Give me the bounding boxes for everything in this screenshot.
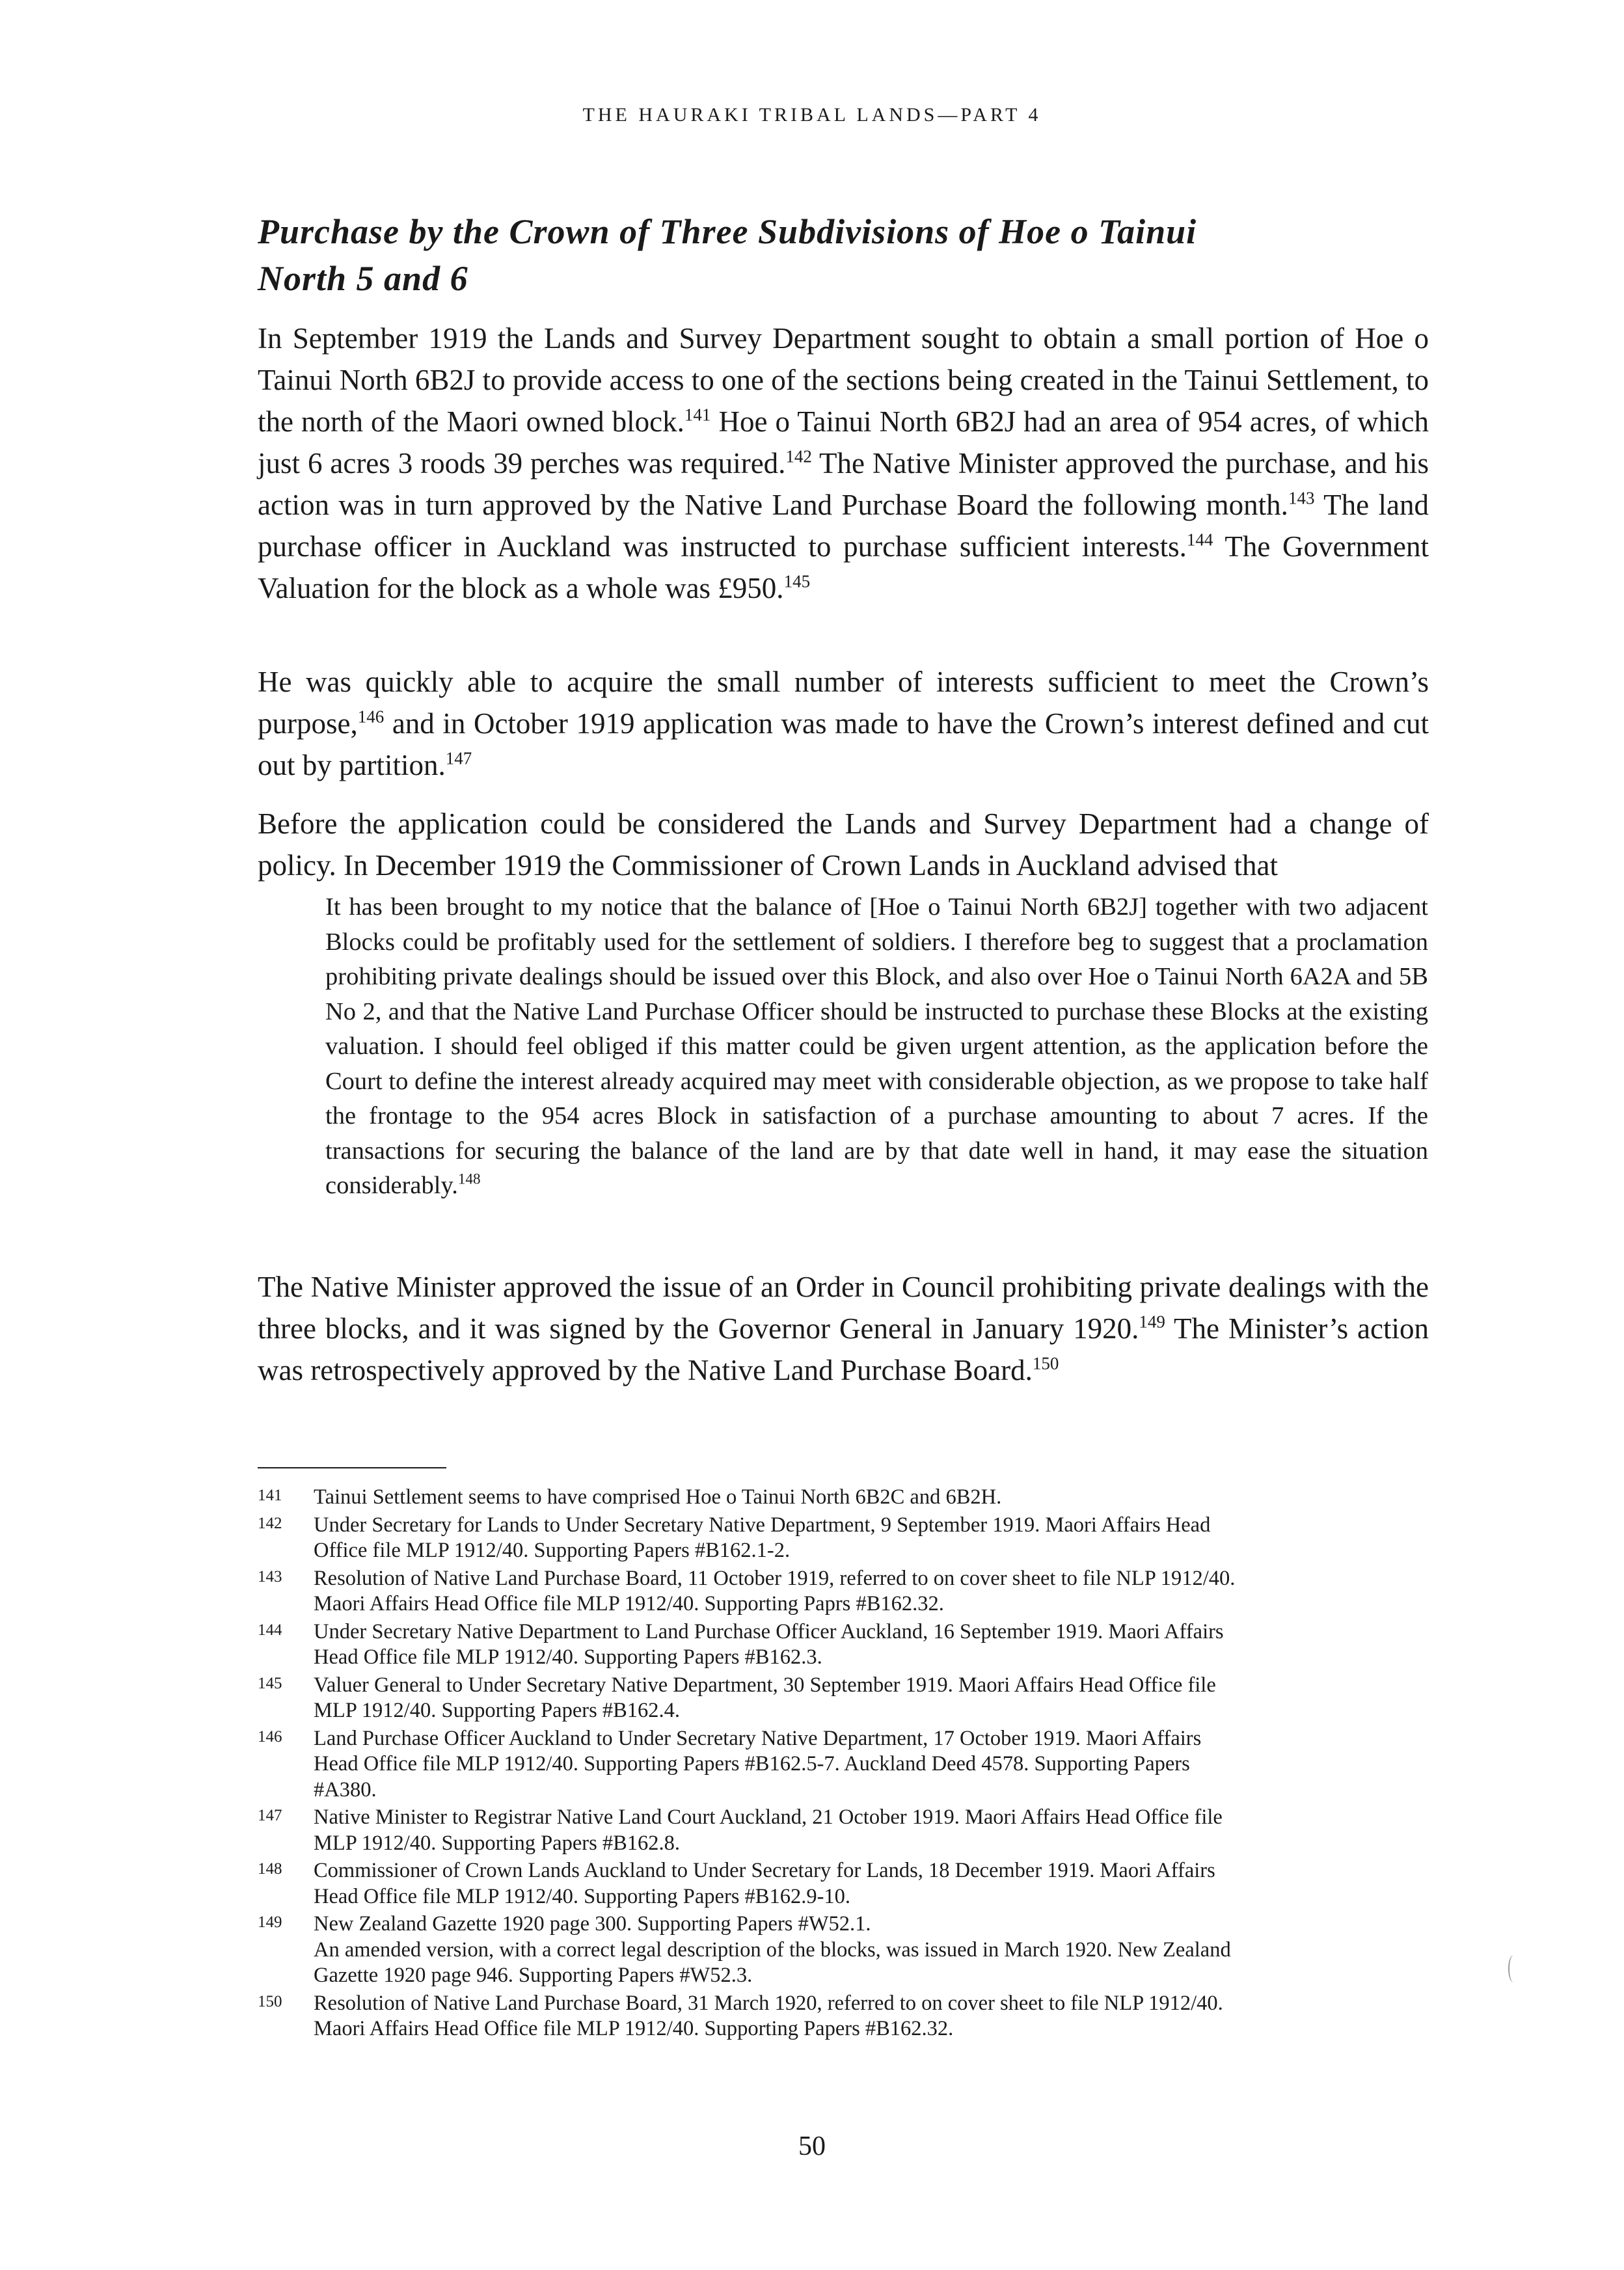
footnote-number: 147 xyxy=(258,1807,282,1824)
closing-paragraph xyxy=(258,1266,1429,1391)
footnote-item xyxy=(258,1858,1439,1910)
footnote-reference: 143 xyxy=(1288,488,1315,508)
footnote-reference: 149 xyxy=(1139,1312,1165,1332)
footnote-item xyxy=(258,1513,1439,1564)
footnote-reference: 148 xyxy=(457,1170,481,1187)
body-paragraph-2 xyxy=(258,661,1429,786)
footnote-text: New Zealand Gazette 1920 page 300. Supporting Papers #W52.1. xyxy=(314,1912,871,1936)
footnote-reference: 145 xyxy=(783,571,811,591)
body-paragraph-1 xyxy=(258,318,1429,609)
section-title xyxy=(258,208,1429,302)
footnote-text: Commissioner of Crown Lands Auckland to Under Secretary for Lands, 18 December 1919. Maori Affairs xyxy=(314,1859,1215,1882)
section-title-line-2: North 5 and 6 xyxy=(258,259,468,298)
footnote-text: Resolution of Native Land Purchase Board, 11 October 1919, referred to on cover sheet to file NLP 1912/40. xyxy=(314,1566,1236,1590)
footnote-text: Tainui Settlement seems to have comprised Hoe o Tainui North 6B2C and 6B2H. xyxy=(314,1485,1002,1509)
footnote-text: An amended version, with a correct legal description of the blocks, was issued in March 1920. New Zealand xyxy=(314,1938,1231,1962)
footnote-text: Land Purchase Officer Auckland to Under Secretary Native Department, 17 October 1919. Maori Affairs xyxy=(314,1726,1202,1750)
footnote-reference: 142 xyxy=(785,446,812,466)
footnote-item xyxy=(258,1912,1439,1989)
footnote-item xyxy=(258,1805,1439,1856)
footnote-text: Valuer General to Under Secretary Native Department, 30 September 1919. Maori Affairs Head Office file xyxy=(314,1673,1216,1697)
footnote-reference: 144 xyxy=(1186,530,1213,550)
body-paragraph-3 xyxy=(258,803,1429,886)
footnote-number: 148 xyxy=(258,1860,282,1878)
footnote-text: Resolution of Native Land Purchase Board, 31 March 1920, referred to on cover sheet to file NLP 1912/40. xyxy=(314,1991,1223,2015)
footnote-reference: 141 xyxy=(684,405,711,425)
text-run: He was quickly able to acquire the small number of interests sufficient to meet the Crown’s purpose, xyxy=(258,666,1429,740)
footnote-reference: 150 xyxy=(1032,1353,1059,1373)
text-run: Before the application could be considered the Lands and Survey Department had a change of policy. In December 1919 the Commissioner of Crown Lands in Auckland advised that xyxy=(258,807,1429,882)
footnote-text: Native Minister to Registrar Native Land Court Auckland, 21 October 1919. Maori Affairs Head Office file xyxy=(314,1805,1223,1829)
section-title-line-1: Purchase by the Crown of Three Subdivisions of Hoe o Tainui xyxy=(258,212,1197,251)
paragraph-text xyxy=(258,1266,1429,1391)
paragraph-text xyxy=(258,803,1429,886)
text-run: In September 1919 the Lands and Survey Department sought to obtain a small portion of Hoe o Tainui North 6B2J to provide access to one of the sections being created in the Tainui Settlement, to the north of the Maori owned block. xyxy=(258,322,1429,438)
footnote-number: 143 xyxy=(258,1567,282,1586)
footnote-item xyxy=(258,1619,1439,1671)
footnote-text: Office file MLP 1912/40. Supporting Papers #B162.1-2. xyxy=(314,1539,791,1562)
footnote-text: Maori Affairs Head Office file MLP 1912/40. Supporting Papers #B162.32. xyxy=(314,2017,954,2040)
text-run: and in October 1919 application was made to have the Crown’s interest defined and cut out by partition. xyxy=(258,707,1429,781)
text-run: The Minister’s action was retrospectively approved by the Native Land Purchase Board. xyxy=(258,1312,1429,1386)
scan-mark xyxy=(1508,1955,1519,1982)
text-run: It has been brought to my notice that the balance of [Hoe o Tainui North 6B2J] together with two adjacent Blocks could be profitably used for the settlement of soldiers. I therefore beg to suggest that a proclamation prohibiting private dealings should be issued over this Block, and also over Hoe o Tainui North 6A2A and 5B No 2, and that the Native Land Purchase Officer should be instructed to purchase these Blocks at the existing valuation. I should feel obliged if this matter could be given urgent attention, as the application before the Court to define the interest already acquired may meet with considerable objection, as we propose to take half the frontage to the 954 acres Block in satisfaction of a purchase amounting to about 7 acres. If the transactions for securing the balance of the land are by that date well in hand, it may ease the situation considerably. xyxy=(325,893,1428,1199)
footnote-reference: 146 xyxy=(357,707,385,727)
footnote-item xyxy=(258,1991,1439,2042)
footnote-item xyxy=(258,1673,1439,1724)
footnote-list xyxy=(258,1485,1439,2044)
footnote-divider xyxy=(258,1467,446,1468)
footnote-text: Head Office file MLP 1912/40. Supporting Papers #B162.3. xyxy=(314,1645,822,1669)
footnote-reference: 147 xyxy=(445,748,472,768)
paragraph-text xyxy=(258,318,1429,609)
footnote-item xyxy=(258,1485,1439,1511)
footnote-item xyxy=(258,1566,1439,1617)
footnote-text: MLP 1912/40. Supporting Papers #B162.4. xyxy=(314,1699,681,1722)
footnote-number: 141 xyxy=(258,1487,282,1504)
footnote-text: Head Office file MLP 1912/40. Supporting Papers #B162.5-7. Auckland Deed 4578. Supporting Papers xyxy=(314,1752,1190,1776)
footnote-text: Under Secretary Native Department to Land Purchase Officer Auckland, 16 September 1919. Maori Affairs xyxy=(314,1619,1224,1643)
footnote-number: 150 xyxy=(258,1992,282,2010)
page-number: 50 xyxy=(798,2131,826,2161)
footnote-text: Maori Affairs Head Office file MLP 1912/40. Supporting Paprs #B162.32. xyxy=(314,1592,944,1615)
footnote-number: 144 xyxy=(258,1621,282,1639)
footnote-number: 149 xyxy=(258,1913,282,1931)
text-run: The Native Minister approved the purchase, and his action was in turn approved by the Native Land Purchase Board the following month. xyxy=(258,447,1429,521)
block-quote xyxy=(325,890,1428,1204)
footnote-number: 145 xyxy=(258,1674,282,1692)
footnote-number: 146 xyxy=(258,1727,282,1746)
footnote-text: Head Office file MLP 1912/40. Supporting Papers #B162.9-10. xyxy=(314,1884,851,1908)
running-head: THE HAURAKI TRIBAL LANDS—PART 4 xyxy=(582,104,1042,126)
footnote-text: #A380. xyxy=(314,1777,377,1802)
footnote-item xyxy=(258,1726,1439,1804)
text-run: The Government Valuation for the block as a whole was £950. xyxy=(258,530,1429,604)
footnote-number: 142 xyxy=(258,1514,282,1532)
footnote-text: Under Secretary for Lands to Under Secretary Native Department, 9 September 1919. Maori Affairs Head xyxy=(314,1513,1211,1537)
footnote-text: MLP 1912/40. Supporting Papers #B162.8. xyxy=(314,1831,681,1855)
footnote-text: Gazette 1920 page 946. Supporting Papers #W52.3. xyxy=(314,1964,753,1987)
text-run: The land purchase officer in Auckland was instructed to purchase sufficient interests. xyxy=(258,489,1429,563)
text-run: The Native Minister approved the issue of an Order in Council prohibiting private dealings with the three blocks, and it was signed by the Governor General in January 1920. xyxy=(258,1271,1429,1345)
text-run: Hoe o Tainui North 6B2J had an area of 954 acres, of which just 6 acres 3 roods 39 perches was required. xyxy=(258,405,1429,480)
paragraph-text xyxy=(258,661,1429,786)
